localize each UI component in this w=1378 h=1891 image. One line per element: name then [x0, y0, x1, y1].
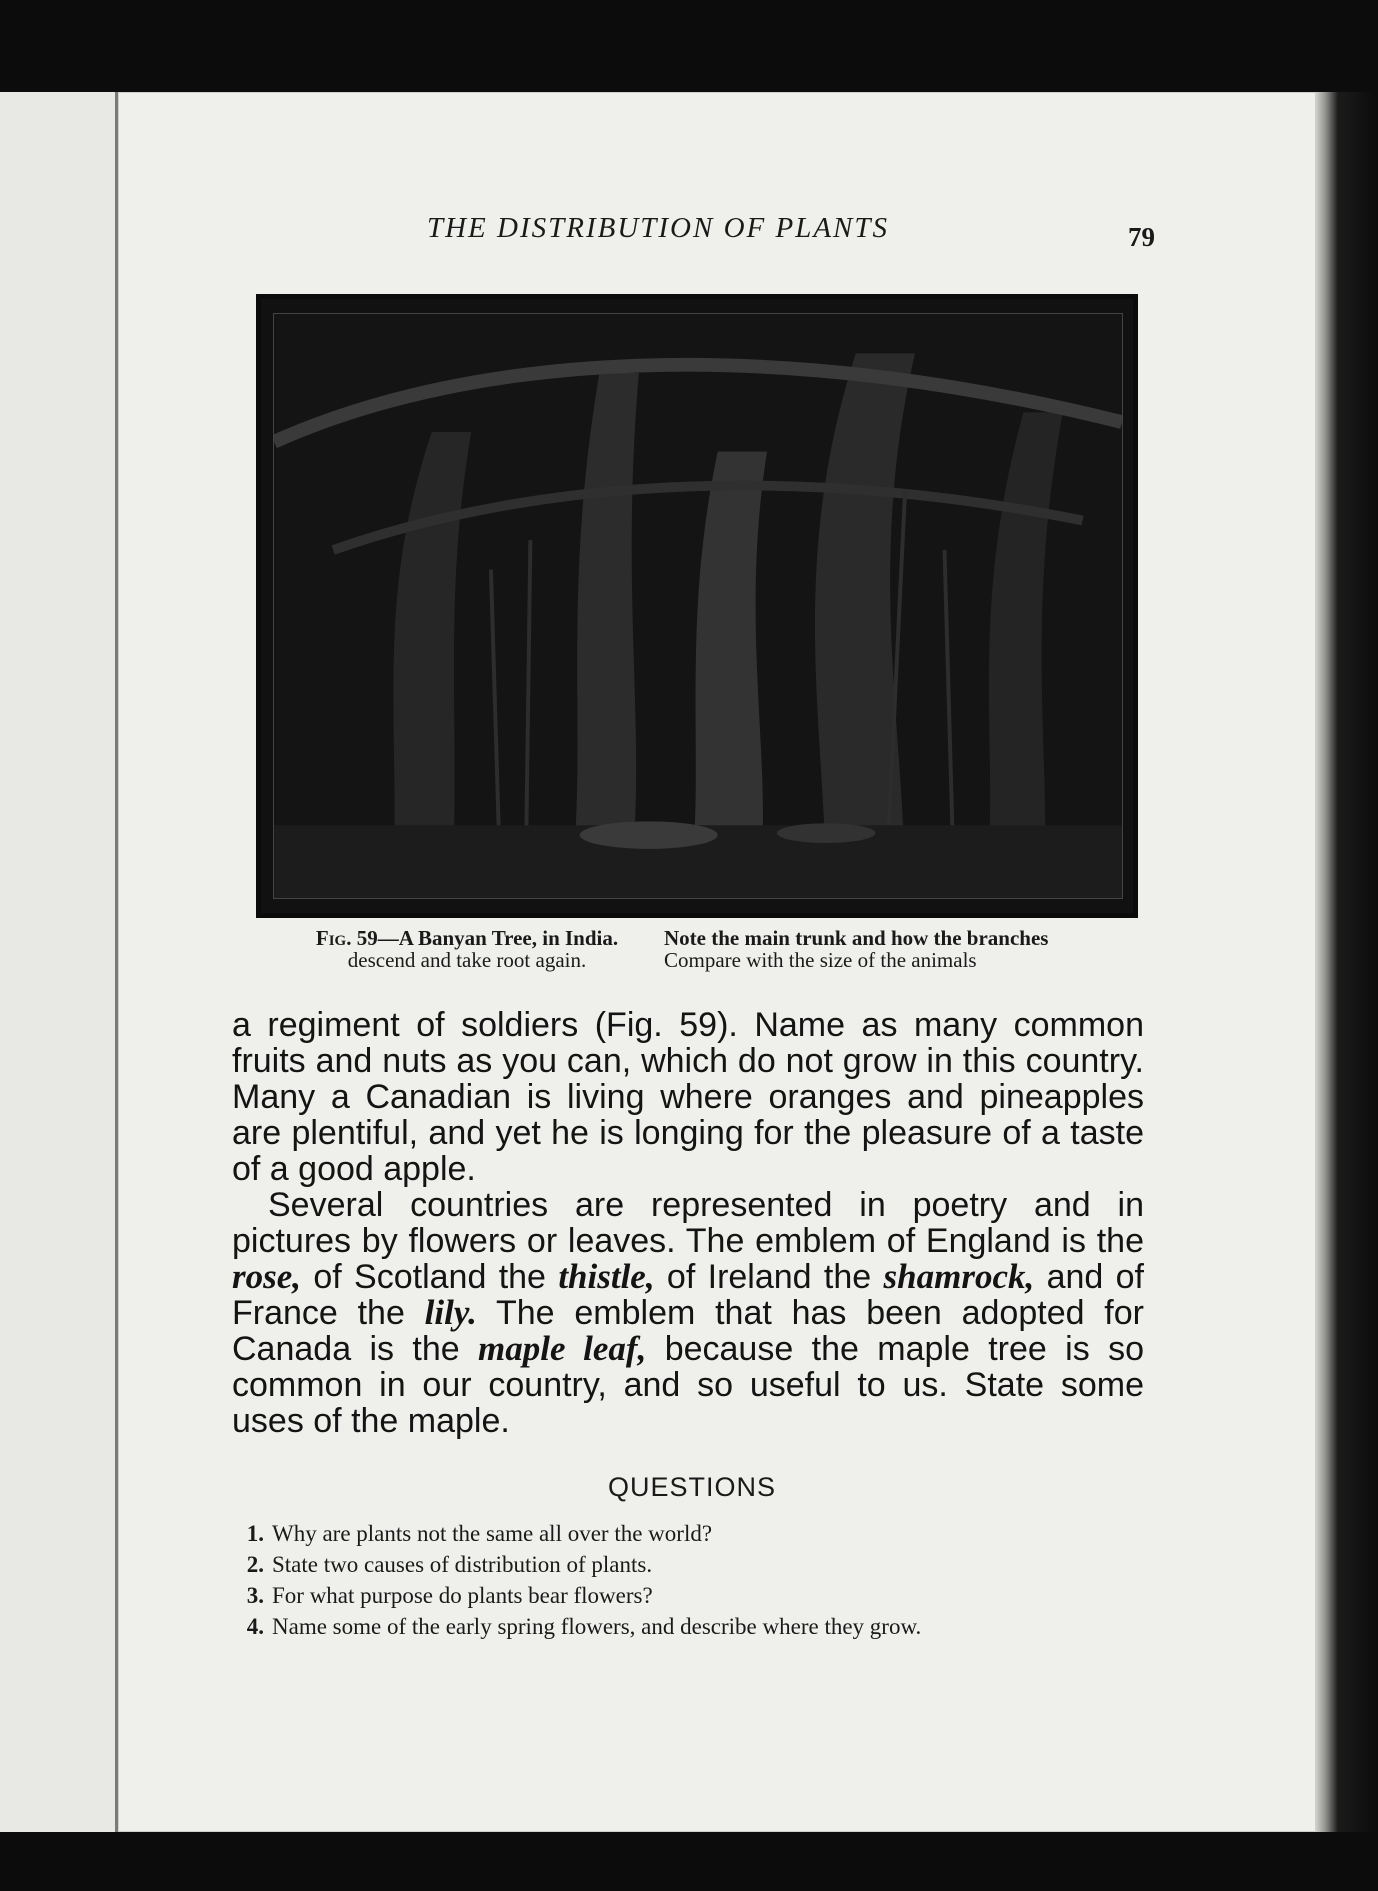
- emphasized-term: thistle,: [558, 1257, 655, 1296]
- question-item: [228, 1580, 1148, 1611]
- question-number: 1.: [246, 1521, 264, 1546]
- caption-line-right-1: Note the main trunk and how the branches: [664, 926, 1049, 950]
- question-item: [228, 1549, 1148, 1580]
- emphasized-term: lily.: [424, 1293, 477, 1332]
- text-run: The emblem that has been adopted for Canada is the: [232, 1294, 1144, 1368]
- text-run: of Ireland the: [654, 1258, 884, 1296]
- paragraph: [232, 1007, 1144, 1187]
- book-binding-edge: [1316, 92, 1378, 1832]
- caption-left-column: [272, 927, 662, 971]
- text-run: and of France the: [232, 1258, 1144, 1332]
- questions-heading: QUESTIONS: [607, 1472, 777, 1502]
- page-number: 79: [1128, 222, 1155, 252]
- question-item: [228, 1518, 1148, 1549]
- emphasized-term: shamrock,: [883, 1257, 1035, 1296]
- banyan-tree-illustration: [274, 314, 1122, 898]
- paragraph: [232, 1187, 1144, 1439]
- question-text: State two causes of distribution of plants.: [272, 1552, 653, 1577]
- questions-list: [228, 1518, 1148, 1642]
- emphasized-term: maple leaf,: [478, 1329, 647, 1368]
- running-head: THE DISTRIBUTION OF PLANTS: [426, 212, 890, 244]
- text-run: a regiment of soldiers (Fig. 59). Name as many common fruits and nuts as you can, which do not grow in this country. Many a Canadian is living where oranges and pineapples are plentiful, and yet he is longing for the pleasure of a taste of a good apple.: [232, 1006, 1144, 1188]
- question-text: Name some of the early spring flowers, and describe where they grow.: [272, 1614, 922, 1639]
- text-run: of Scotland the: [301, 1258, 559, 1296]
- facing-page-edge: [0, 92, 118, 1832]
- figure-number: Fig. 59—: [315, 926, 399, 950]
- question-number: 3.: [246, 1583, 264, 1608]
- question-number: 4.: [246, 1614, 264, 1639]
- caption-right-column: [664, 927, 1132, 971]
- question-text: Why are plants not the same all over the world?: [272, 1521, 713, 1546]
- question-text: For what purpose do plants bear flowers?: [272, 1583, 653, 1608]
- figure-title: A Banyan Tree, in India.: [398, 926, 619, 950]
- body-text: [232, 1007, 1144, 1439]
- banyan-tree-photo: [273, 313, 1123, 899]
- caption-line-left-2: descend and take root again.: [347, 948, 587, 972]
- text-run: because the maple tree is so common in our country, and so useful to us. State some uses of the maple.: [232, 1330, 1144, 1440]
- question-number: 2.: [246, 1552, 264, 1577]
- emphasized-term: rose,: [232, 1257, 302, 1296]
- caption-line-right-2: Compare with the size of the animals: [664, 948, 977, 972]
- text-run: Several countries are represented in poetry and in pictures by flowers or leaves. The emblem of England is the: [232, 1186, 1144, 1260]
- figure-banyan-tree: [256, 294, 1138, 918]
- question-item: [228, 1611, 1148, 1642]
